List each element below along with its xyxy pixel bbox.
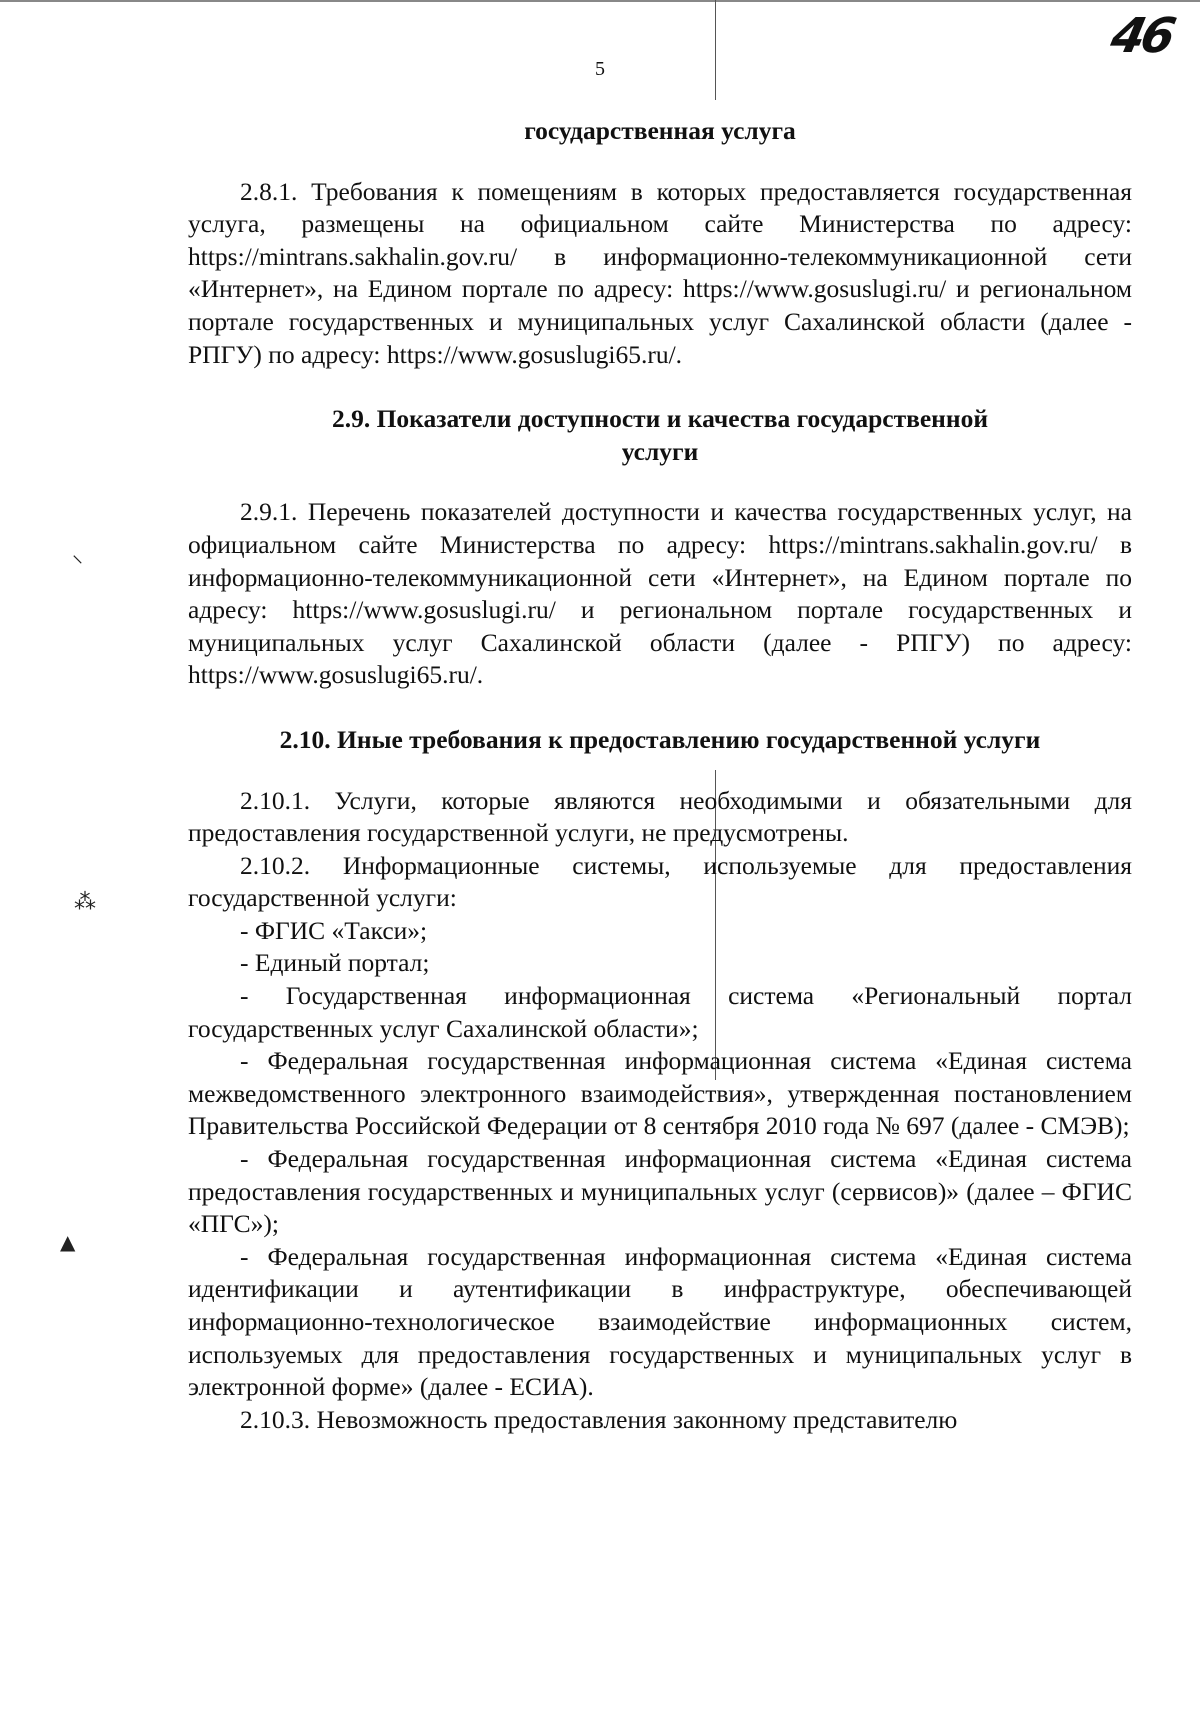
list-item: - ФГИС «Такси»; (240, 915, 428, 945)
page-number: 5 (595, 58, 605, 80)
section-heading-2-10: 2.10. Иные требования к предоставлению государственной услуги (279, 724, 1041, 754)
scan-speck-mark: ▲ (60, 1230, 76, 1254)
handwritten-page-number: 46 (1106, 8, 1177, 64)
paragraph-2-10-2: 2.10.2. Информационные системы, используемые для предоставления государственной услуги: (188, 850, 1132, 913)
section-heading-2-8-tail: государственная услуга (524, 116, 796, 145)
paragraph-2-10-1: 2.10.1. Услуги, которые являются необходимыми и обязательными для предоставления государственной услуги, не предусмотрены. (188, 785, 1132, 848)
section-heading-2-9-line1: 2.9. Показатели доступности и качества государственной (331, 404, 989, 434)
scan-top-border (0, 0, 1200, 2)
list-item: - Федеральная государственная информационная система «Единая система идентификации и аутентификации в инфраструктуре, обеспечивающей информационно-технологическое взаимодействие информационных систем, используемых для предоставления государственных и муниципальных услуг в электронной форме» (далее - ЕСИА). (188, 1241, 1132, 1402)
paragraph-2-8-1: 2.8.1. Требования к помещениям в которых предоставляется государственная услуга, размещены на официальном сайте Министерства по адресу: https://mintrans.sakhalin.gov.ru/ в информационно-телекоммуникационной сети «Интернет», на Едином портале по адресу: https://www.gosuslugi.ru/ и региональном портале государственных и муниципальных услуг Сахалинской области (далее - РПГУ) по адресу: https://www.gosuslugi65.ru/. (188, 176, 1132, 369)
list-item: - Государственная информационная система «Региональный портал государственных услуг Сахалинской области»; (188, 981, 1132, 1043)
list-item: - Федеральная государственная информационная система «Единая система межведомственного электронного взаимодействия», утвержденная постановлением Правительства Российской Федерации от 8 сентября 2010 года № 697 (далее - СМЭВ); (188, 1046, 1132, 1141)
scan-speck-mark: ⁂ (74, 890, 96, 915)
paragraph-2-10-3-start: 2.10.3. Невозможность предоставления законному представителю (240, 1404, 958, 1434)
paragraph-2-9-1: 2.9.1. Перечень показателей доступности и качества государственных услуг, на официальном сайте Министерства по адресу: https://mintrans.sakhalin.gov.ru/ в информационно-телекоммуникационной сети «Интернет», на Едином портале по адресу: https://www.gosuslugi.ru/ и региональном портале государственных и муниципальных услуг Сахалинской области (далее - РПГУ) по адресу: https://www.gosuslugi65.ru/. (188, 497, 1132, 690)
document-body (188, 115, 1132, 1436)
list-item: - Единый портал; (240, 948, 430, 978)
scan-artifact-line (715, 0, 716, 100)
scan-speck-mark: ⸌ (72, 552, 84, 577)
section-heading-2-9-line2: услуги (621, 436, 699, 466)
list-item: - Федеральная государственная информационная система «Единая система предоставления государственных и муниципальных услуг (сервисов)» (далее – ФГИС «ПГС»); (188, 1144, 1132, 1239)
